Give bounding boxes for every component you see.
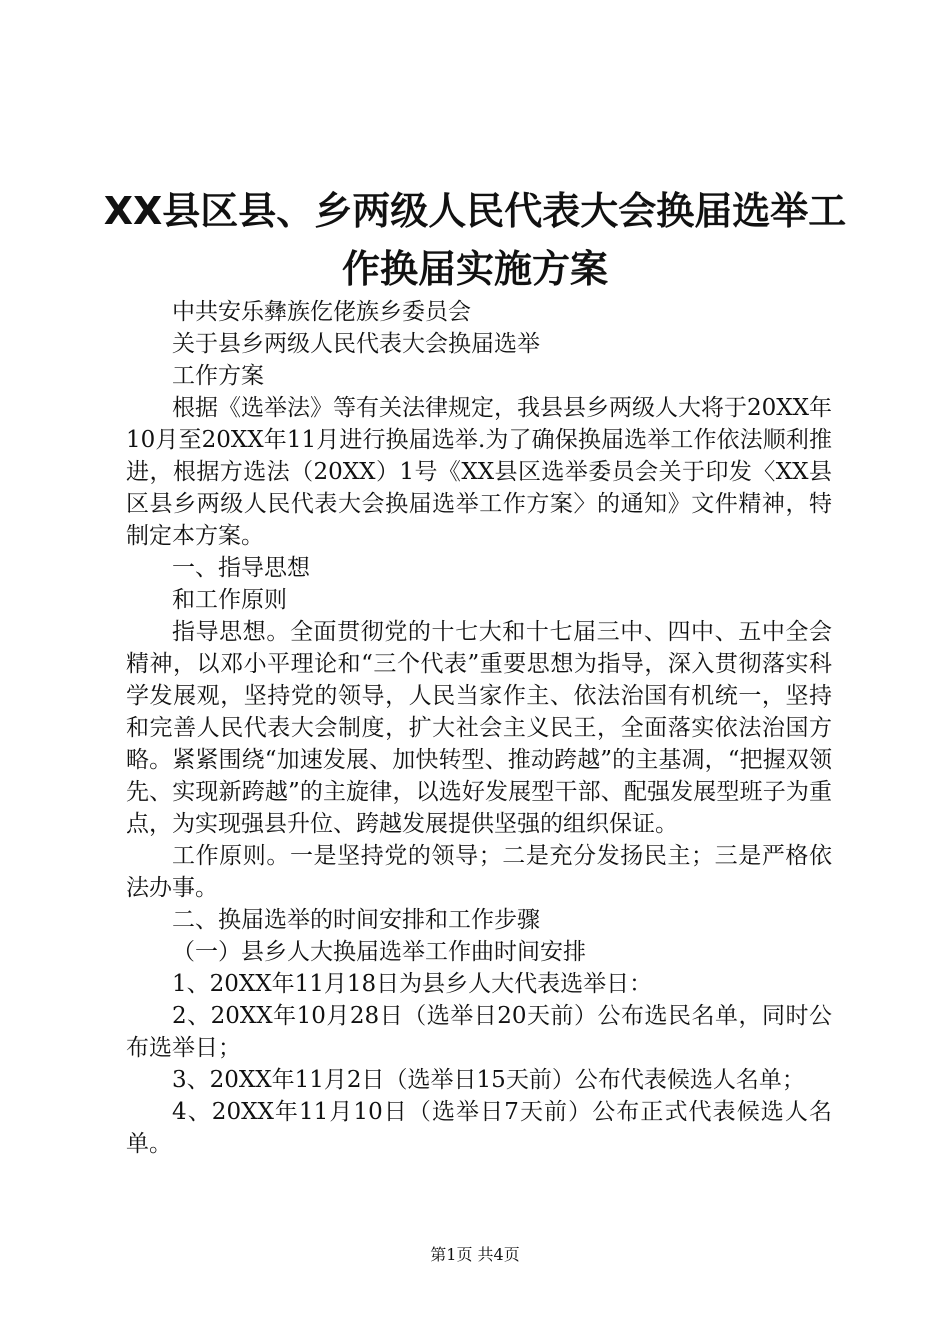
list-item: 3、20XX年11月2日（选举日15天前）公布代表候选人名单；: [172, 1067, 805, 1093]
paragraph-work-principle: 工作原则。一是坚持党的领导；二是充分发扬民主；三是严格依法办事。: [126, 843, 832, 901]
paragraph-basis: 根据《选举法》等有关法律规定，我县县乡两级人大将于20XX年10月至20XX年11月进行换届选举.为了确保换届选举工作依法顺利推进，根据方选法（20XX）1号《XX县区选举委员会关于印发〈XX县区县乡两级人民代表大会换届选举工作方案〉的通知》文件精神，特制定本方案。: [126, 395, 833, 549]
document-body: [126, 296, 832, 1160]
subsection-heading-1: （一）县乡人大换届选举工作曲时间安排: [172, 939, 586, 965]
paragraph-subject-cont: 工作方案: [172, 363, 264, 389]
paragraph-guiding-thought: 指导思想。全面贯彻党的十七大和十七届三中、四中、五中全会精神，以邓小平理论和“三个代表”重要思想为指导，深入贯彻落实科学发展观，坚持党的领导，人民当家作主、依法治国有机统一，坚持和完善人民代表大会制度，扩大社会主义民王，全面落实依法治国方略。紧紧围绕“加速发展、加快转型、推动跨越”的主基凋，“把握双领先、实现新跨越”的主旋律，以选好发展型干部、配强发展型班子为重点，为实现强县升位、跨越发展提供坚强的组织保证。: [126, 619, 832, 837]
section-heading-2: 二、换届选举的时间安排和工作步骤: [172, 907, 540, 933]
list-item: 2、20XX年10月28日（选举日20天前）公布选民名单，同时公布选举日；: [126, 1003, 832, 1061]
paragraph-subject: 关于县乡两级人民代表大会换届选举: [172, 331, 540, 357]
section-heading-1-cont: 和工作原则: [172, 587, 287, 613]
list-item: 1、20XX年11月18日为县乡人大代表选举日：: [172, 971, 653, 997]
document-title-line-2: 作换届实施方案: [341, 247, 608, 291]
document-title-line-1: XX县区县、乡两级人民代表大会换届选举工: [103, 189, 847, 233]
list-item: 4、20XX年11月10日（选举日7天前）公布正式代表候选人名单。: [126, 1099, 832, 1157]
page-number-footer: 第1页 共4页: [430, 1245, 520, 1264]
section-heading-1: 一、指导思想: [172, 555, 310, 581]
paragraph-org: 中共安乐彝族仡佬族乡委员会: [172, 299, 471, 325]
